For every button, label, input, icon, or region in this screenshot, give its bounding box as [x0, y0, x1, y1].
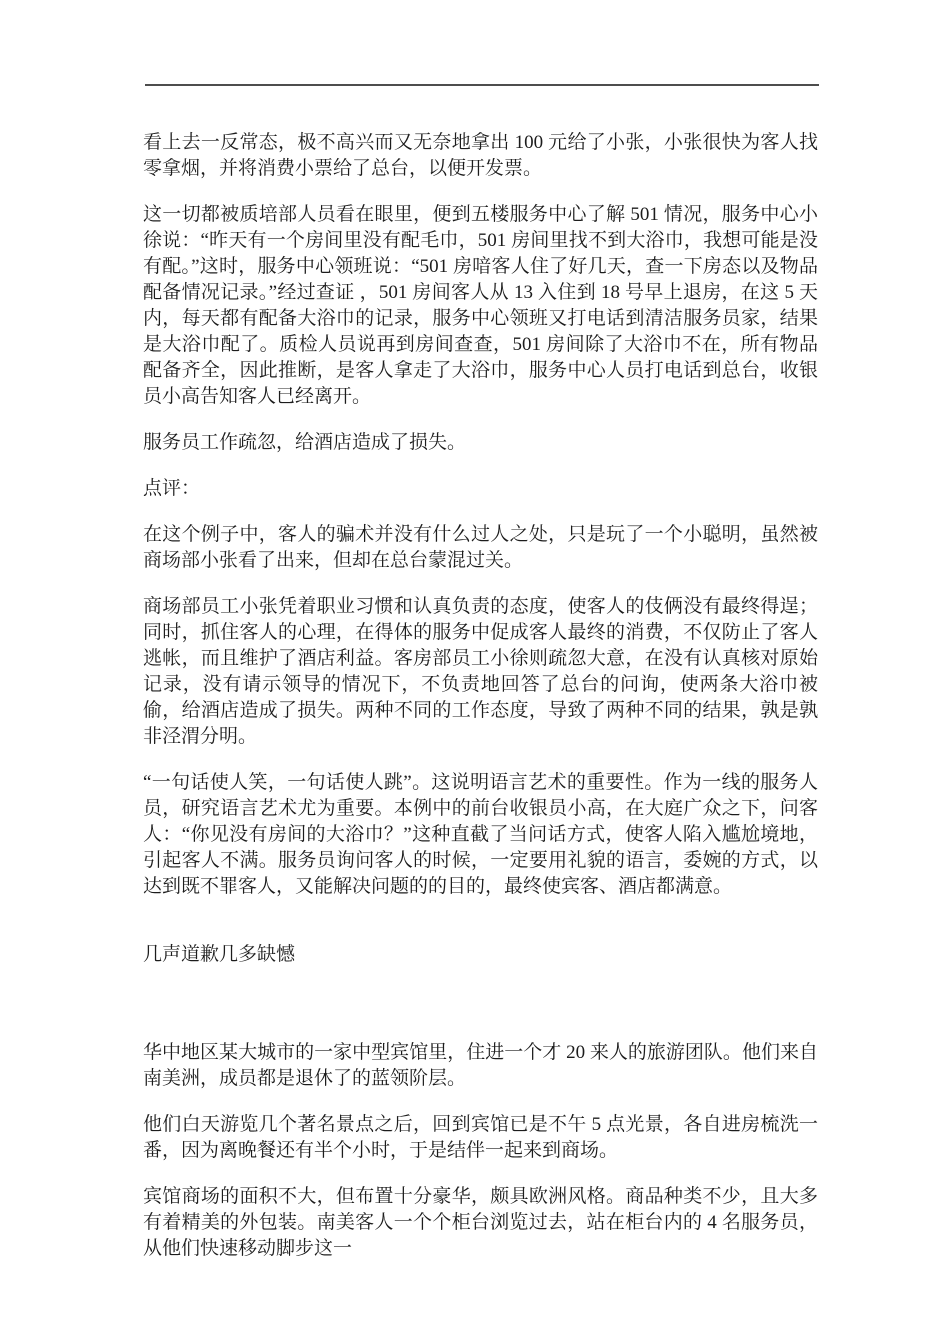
- document-content: [143, 130, 818, 1282]
- paragraph-3: 服务员工作疏忽，给酒店造成了损失。: [143, 432, 467, 453]
- comment-paragraph-2: 商场部员工小张凭着职业习惯和认真负责的态度，使客人的伎俩没有最终得逞；同时，抓住客人的心理，在得体的服务中促成客人最终的消费，不仅防止了客人逃帐，而且维护了酒店利益。客房部员工小徐则疏忽大意，在没有认真核对原始记录，没有请示领导的情况下，不负责地回答了总台的问询，使两条大浴巾被偷，给酒店造成了损失。两种不同的工作态度，导致了两种不同的结果，孰是孰非泾渭分明。: [143, 596, 818, 747]
- paragraph-4: 华中地区某大城市的一家中型宾馆里，住进一个才 20 来人的旅游团队。他们来自南美洲，成员都是退休了的蓝领阶层。: [143, 1042, 818, 1089]
- comment-heading: 点评：: [143, 478, 201, 499]
- paragraph-6: 宾馆商场的面积不大，但布置十分豪华，颇具欧洲风格。商品种类不少，且大多有着精美的外包装。南美客人一个个柜台浏览过去，站在柜台内的 4 名服务员，从他们快速移动脚步这一: [143, 1186, 818, 1259]
- comment-paragraph-3: “一句话使人笑，一句话使人跳”。这说明语言艺术的重要性。作为一线的服务人员，研究语言艺术尤为重要。本例中的前台收银员小高，在大庭广众之下，问客人：“你见没有房间的大浴巾？”这种直截了当问话方式，使客人陷入尴尬境地，引起客人不满。服务员询问客人的时候，一定要用礼貌的语言，委婉的方式，以达到既不罪客人，又能解决问题的的目的，最终使宾客、酒店都满意。: [143, 772, 818, 897]
- paragraph-1: 看上去一反常态，极不高兴而又无奈地拿出 100 元给了小张，小张很快为客人找零拿烟，并将消费小票给了总台，以便开发票。: [143, 132, 818, 179]
- paragraph-5: 他们白天游览几个著名景点之后，回到宾馆已是不午 5 点光景，各自进房梳洗一番，因为离晚餐还有半个小时，于是结伴一起来到商场。: [143, 1114, 818, 1161]
- paragraph-2: 这一切都被质培部人员看在眼里，便到五楼服务中心了解 501 情况，服务中心小徐说：“昨天有一个房间里没有配毛巾，501 房间里找不到大浴巾，我想可能是没有配。”这时，服务中心领班说：“501 房喑客人住了好几天，查一下房态以及物品配备情况记录。”经过查证 ，501 房间客人从 13 入住到 18 号早上退房，在这 5 天内，每天都有配备大浴巾的记录，服务中心领班又打电话到清洁服务员家，结果是大浴巾配了。质检人员说再到房间查查，501 房间除了大浴巾不在，所有物品配备齐全，因此推断，是客人拿走了大浴巾，服务中心人员打电话到总台，收银员小高告知客人已经离开。: [143, 204, 818, 407]
- header-rule: [145, 84, 819, 86]
- section-title: 几声道歉几多缺憾: [143, 944, 296, 965]
- comment-paragraph-1: 在这个例子中，客人的骗术并没有什么过人之处，只是玩了一个小聪明，虽然被商场部小张看了出来，但却在总台蒙混过关。: [143, 524, 818, 571]
